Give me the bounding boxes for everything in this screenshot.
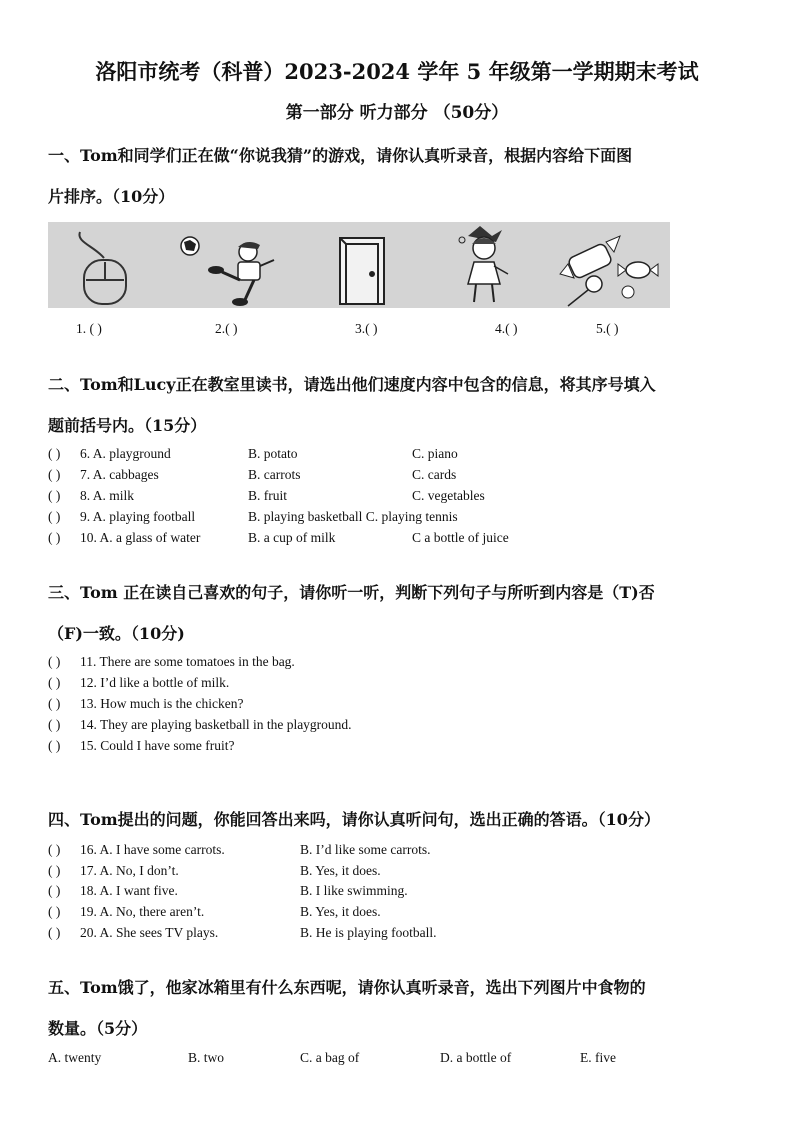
answer-paren[interactable]: ( ) — [48, 509, 61, 524]
question-9: 9. A. playing football — [80, 509, 196, 524]
blank-1[interactable]: 1. ( ) — [76, 321, 102, 336]
mouse-icon — [79, 232, 126, 304]
answer-paren[interactable]: ( ) — [48, 738, 61, 753]
question-10: 10. A. a glass of water — [80, 530, 201, 545]
section3-heading-line1: 三、Tom 正在读自己喜欢的句子，请你听一听，判断下列句子与所听到内容是（T)否 — [48, 583, 655, 602]
answer-paren[interactable]: ( ) — [48, 446, 61, 461]
section2-heading-line2: 题前括号内。（15分） — [48, 416, 207, 435]
option-b: B. carrots — [248, 467, 301, 482]
question-7: 7. A. cabbages — [80, 467, 159, 482]
option-b: B. Yes, it does. — [300, 904, 381, 919]
option-e: E. five — [580, 1050, 616, 1065]
question-18: 18. A. I want five. — [80, 883, 178, 898]
blank-4[interactable]: 4.( ) — [495, 321, 518, 336]
exam-title: 洛阳市统考（科普）2023-2024 学年 5 年级第一学期期末考试 — [95, 59, 699, 84]
option-b: B. a cup of milk — [248, 530, 336, 545]
part-subtitle: 第一部分 听力部分 （50分） — [285, 103, 509, 123]
answer-paren[interactable]: ( ) — [48, 925, 61, 940]
question-17: 17. A. No, I don’t. — [80, 863, 179, 878]
statement-12: 12. I’d like a bottle of milk. — [80, 675, 230, 690]
blank-2[interactable]: 2.( ) — [215, 321, 238, 336]
picture-strip — [48, 222, 670, 308]
option-d: D. a bottle of — [440, 1050, 512, 1065]
section1-heading-line1: 一、Tom和同学们正在做“你说我猜”的游戏，请你认真听录音，根据内容给下面图 — [48, 146, 633, 165]
section1-heading-line2: 片排序。（10分） — [48, 187, 175, 206]
candy-lollipop-icon — [560, 236, 658, 306]
option-b: B. I’d like some carrots. — [300, 842, 431, 857]
section2-heading-line1: 二、Tom和Lucy正在教室里读书，请选出他们速度内容中包含的信息，将其序号填入 — [48, 375, 656, 394]
option-c: C. cards — [412, 467, 457, 482]
option-c: C. a bag of — [300, 1050, 360, 1065]
answer-paren[interactable]: ( ) — [48, 530, 61, 545]
statement-15: 15. Could I have some fruit? — [80, 738, 235, 753]
door-icon — [340, 238, 384, 304]
girl-icon — [459, 226, 508, 302]
answer-paren[interactable]: ( ) — [48, 696, 61, 711]
answer-paren[interactable]: ( ) — [48, 842, 61, 857]
question-6: 6. A. playground — [80, 446, 171, 461]
boy-kicking-ball-icon — [181, 237, 274, 306]
option-c: C. vegetables — [412, 488, 485, 503]
statement-14: 14. They are playing basketball in the playground. — [80, 717, 352, 732]
answer-paren[interactable]: ( ) — [48, 863, 61, 878]
answer-paren[interactable]: ( ) — [48, 488, 61, 503]
section4-heading: 四、Tom提出的问题，你能回答出来吗，请你认真听问句，选出正确的答语。（10分） — [48, 810, 660, 829]
section3-heading-line2: （F)一致。（10分) — [48, 624, 185, 643]
question-19: 19. A. No, there aren’t. — [80, 904, 205, 919]
question-8: 8. A. milk — [80, 488, 135, 503]
statement-13: 13. How much is the chicken? — [80, 696, 244, 711]
statement-11: 11. There are some tomatoes in the bag. — [80, 654, 295, 669]
option-b: B. playing basketball C. playing tennis — [248, 509, 458, 524]
option-b: B. potato — [248, 446, 298, 461]
answer-paren[interactable]: ( ) — [48, 675, 61, 690]
blank-5[interactable]: 5.( ) — [596, 321, 619, 336]
option-b: B. two — [188, 1050, 225, 1065]
section5-heading-line1: 五、Tom饿了，他家冰箱里有什么东西呢，请你认真听录音，选出下列图片中食物的 — [48, 978, 646, 997]
option-c: C. piano — [412, 446, 458, 461]
option-c: C a bottle of juice — [412, 530, 509, 545]
question-16: 16. A. I have some carrots. — [80, 842, 225, 857]
option-b: B. fruit — [248, 488, 287, 503]
option-a: A. twenty — [48, 1050, 102, 1065]
answer-paren[interactable]: ( ) — [48, 904, 61, 919]
option-b: B. He is playing football. — [300, 925, 437, 940]
blank-3[interactable]: 3.( ) — [355, 321, 378, 336]
question-20: 20. A. She sees TV plays. — [80, 925, 219, 940]
answer-paren[interactable]: ( ) — [48, 717, 61, 732]
answer-paren[interactable]: ( ) — [48, 883, 61, 898]
option-b: B. Yes, it does. — [300, 863, 381, 878]
answer-paren[interactable]: ( ) — [48, 467, 61, 482]
section5-heading-line2: 数量。（5分） — [48, 1019, 148, 1038]
answer-paren[interactable]: ( ) — [48, 654, 61, 669]
option-b: B. I like swimming. — [300, 883, 408, 898]
